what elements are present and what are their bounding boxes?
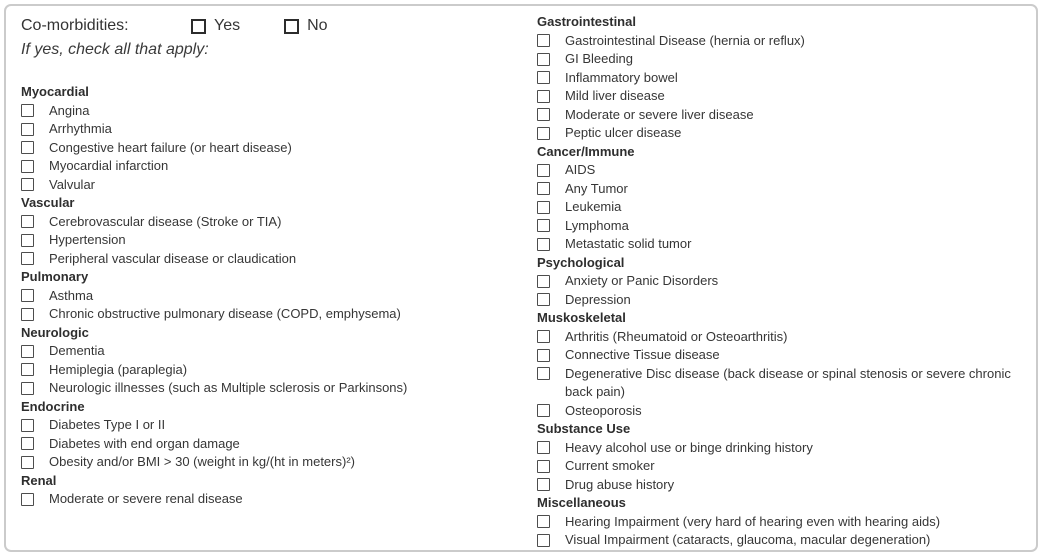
checkbox-item[interactable] [537,50,1026,69]
checkbox-item[interactable] [537,124,1026,143]
item-label: Peripheral vascular disease or claudication [49,250,297,266]
item-label: Angina [49,102,90,118]
checkbox-item[interactable] [21,287,522,306]
checkbox-item[interactable] [537,365,1026,402]
item-label: Connective Tissue disease [565,347,720,362]
item-checkbox[interactable] [537,90,550,103]
item-label: Myocardial infarction [49,158,169,173]
item-checkbox[interactable] [21,178,34,191]
item-label: Drug abuse history [565,476,675,492]
checkbox-item[interactable] [537,531,1026,550]
item-label: Any Tumor [565,180,628,196]
item-label: Visual Impairment (cataracts, glaucoma, macular degeneration) [565,532,931,547]
item-checkbox[interactable] [537,367,550,380]
item-label: Osteoporosis [565,402,642,418]
section-header: Renal [21,472,57,488]
checkbox-item[interactable] [537,272,1026,291]
item-label: Moderate or severe renal disease [49,491,243,506]
checkbox-item[interactable] [537,87,1026,106]
item-label: Peptic ulcer disease [565,125,682,140]
item-label: Diabetes Type I or II [49,417,166,432]
item-checkbox[interactable] [537,275,550,288]
item-checkbox[interactable] [537,219,550,232]
comorbidities-form [4,4,1038,552]
item-checkbox[interactable] [537,71,550,84]
yes-checkbox[interactable] [191,19,206,34]
item-checkbox[interactable] [537,201,550,214]
item-label: Asthma [49,287,94,303]
item-checkbox[interactable] [21,104,34,117]
item-checkbox[interactable] [537,238,550,251]
item-label: AIDS [565,162,596,177]
checkbox-item[interactable] [537,513,1026,532]
checkbox-item[interactable] [21,435,522,454]
item-checkbox[interactable] [537,441,550,454]
item-checkbox[interactable] [537,182,550,195]
checkbox-item[interactable] [537,346,1026,365]
item-label: Current smoker [565,458,655,473]
item-label: GI Bleeding [565,51,633,66]
item-checkbox[interactable] [21,419,34,432]
item-label: Obesity and/or BMI > 30 (weight in kg/(ht in meters)²) [49,454,355,469]
item-checkbox[interactable] [21,382,34,395]
item-checkbox[interactable] [537,515,550,528]
right-column [522,6,1036,550]
section-header: Vascular [21,195,75,210]
section-header: Psychological [537,254,625,270]
item-label: Arthritis (Rheumatoid or Osteoarthritis) [565,328,788,344]
item-label: Neurologic illnesses (such as Multiple sclerosis or Parkinsons) [49,380,408,395]
checkbox-item[interactable] [21,342,522,361]
item-label: Dementia [49,343,105,358]
checkbox-item[interactable] [21,213,522,232]
item-checkbox[interactable] [537,349,550,362]
checkbox-item[interactable] [21,120,522,139]
no-option[interactable] [284,17,327,35]
checkbox-item[interactable] [21,305,522,324]
item-label: Hemiplegia (paraplegia) [49,361,188,377]
checkbox-item[interactable] [537,439,1026,458]
item-label: Anxiety or Panic Disorders [565,273,719,288]
section-header: Myocardial [21,84,89,99]
item-label: Degenerative Disc disease (back disease or spinal stenosis or severe chronic back pain) [565,365,1011,399]
item-label: Metastatic solid tumor [565,236,692,251]
checkbox-item[interactable] [537,180,1026,199]
item-label: Arrhythmia [49,121,112,136]
item-label: Mild liver disease [565,88,665,103]
item-label: Congestive heart failure (or heart disease) [49,139,292,155]
item-checkbox[interactable] [537,330,550,343]
checkbox-item[interactable] [537,217,1026,236]
checkbox-item[interactable] [537,402,1026,421]
checkbox-item[interactable] [537,457,1026,476]
section-header: Miscellaneous [537,495,626,510]
item-checkbox[interactable] [21,345,34,358]
checkbox-item[interactable] [21,361,522,380]
item-checkbox[interactable] [21,141,34,154]
checkbox-item[interactable] [537,161,1026,180]
item-checkbox[interactable] [21,437,34,450]
item-checkbox[interactable] [21,308,34,321]
item-label: Inflammatory bowel [565,69,678,85]
item-label: Gastrointestinal Disease (hernia or reflux) [565,32,805,48]
item-checkbox[interactable] [537,34,550,47]
item-checkbox[interactable] [537,404,550,417]
checkbox-item[interactable] [21,157,522,176]
item-label: Heavy alcohol use or binge drinking history [565,439,813,455]
item-checkbox[interactable] [537,534,550,547]
checkbox-item[interactable] [537,32,1026,51]
item-checkbox[interactable] [537,127,550,140]
form-title: Co-morbidities: [21,17,129,34]
item-checkbox[interactable] [21,456,34,469]
checkbox-item[interactable] [21,102,522,121]
item-checkbox[interactable] [21,289,34,302]
item-label: Depression [565,291,631,307]
item-checkbox[interactable] [21,160,34,173]
item-label: Lymphoma [565,217,629,233]
left-sections [21,83,522,509]
checkbox-item[interactable] [537,106,1026,125]
item-checkbox[interactable] [21,363,34,376]
checkbox-item[interactable] [537,328,1026,347]
checkbox-item[interactable] [21,139,522,158]
item-label: Moderate or severe liver disease [565,106,754,122]
form-subtitle: If yes, check all that apply: [21,41,209,58]
checkbox-item[interactable] [21,453,522,472]
item-checkbox[interactable] [21,252,34,265]
section-header: Gastrointestinal [537,14,636,29]
comorbidities-header-row [21,13,522,39]
item-checkbox[interactable] [21,215,34,228]
item-checkbox[interactable] [537,293,550,306]
section-header: Substance Use [537,421,631,436]
section-header: Neurologic [21,324,89,340]
item-checkbox[interactable] [537,460,550,473]
item-checkbox[interactable] [537,164,550,177]
checkbox-item[interactable] [21,416,522,435]
item-checkbox[interactable] [21,123,34,136]
item-label: Chronic obstructive pulmonary disease (COPD, emphysema) [49,306,401,321]
checkbox-item[interactable] [537,476,1026,495]
checkbox-item[interactable] [537,235,1026,254]
checkbox-item[interactable] [21,176,522,195]
section-header: Muskoskeletal [537,310,626,325]
item-checkbox[interactable] [21,493,34,506]
checkbox-item[interactable] [21,379,522,398]
item-label: Hypertension [49,232,126,247]
item-checkbox[interactable] [537,478,550,491]
item-label: Leukemia [565,199,622,214]
yes-label: Yes [214,17,241,34]
checkbox-item[interactable] [537,291,1026,310]
yes-option[interactable] [191,17,240,35]
right-sections [537,13,1026,550]
section-header: Pulmonary [21,269,89,284]
checkbox-item[interactable] [21,490,522,509]
item-label: Diabetes with end organ damage [49,435,240,451]
section-header: Cancer/Immune [537,143,635,159]
no-label: No [307,17,328,34]
item-label: Valvular [49,176,96,192]
item-checkbox[interactable] [537,53,550,66]
section-header: Endocrine [21,398,85,414]
checkbox-item[interactable] [21,231,522,250]
checkbox-item[interactable] [537,69,1026,88]
item-checkbox[interactable] [537,108,550,121]
left-column [6,6,522,550]
item-checkbox[interactable] [21,234,34,247]
no-checkbox[interactable] [284,19,299,34]
item-label: Hearing Impairment (very hard of hearing even with hearing aids) [565,513,941,529]
item-label: Cerebrovascular disease (Stroke or TIA) [49,213,282,229]
checkbox-item[interactable] [21,250,522,269]
checkbox-item[interactable] [537,198,1026,217]
